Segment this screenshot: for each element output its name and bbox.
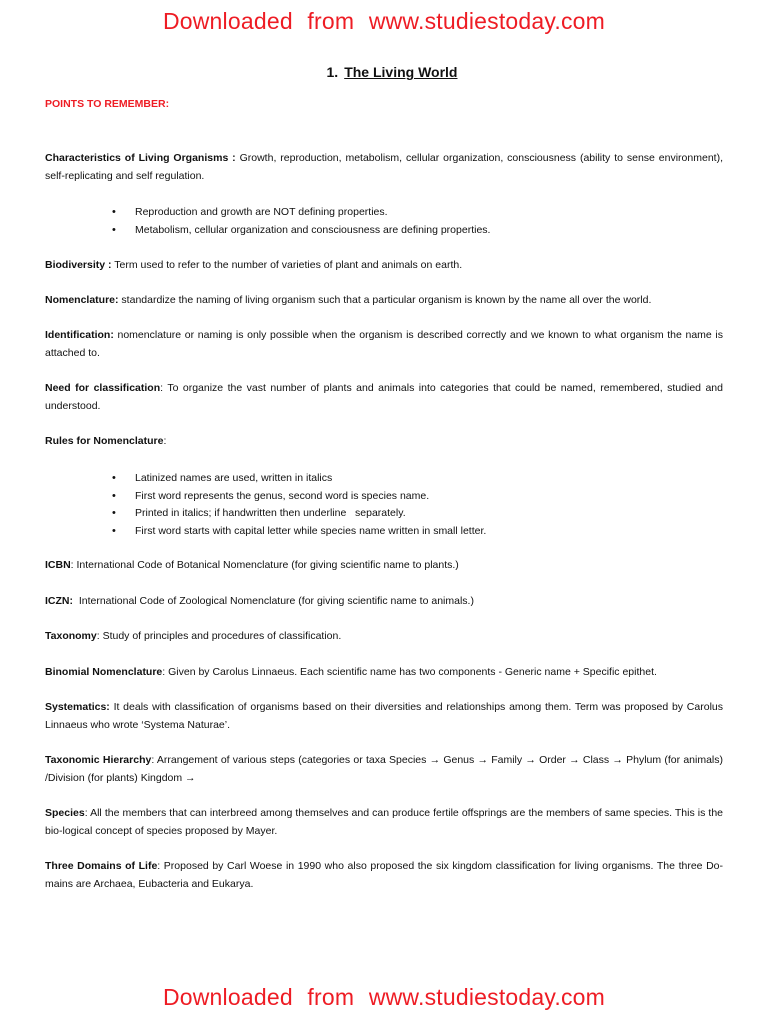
icbn-paragraph — [45, 557, 723, 575]
banner-word-downloaded: Downloaded — [162, 8, 293, 34]
text-icbn: : International Code of Botanical Nomenclature (for giving scientific name to plants.) — [70, 559, 459, 571]
term-iczn: ICZN: — [45, 595, 73, 607]
need-for-classification-paragraph — [45, 380, 723, 415]
nomenclature-paragraph — [45, 292, 723, 310]
term-nomenclature: Nomenclature: — [45, 294, 119, 306]
text-iczn: International Code of Zoological Nomenclature (for giving scientific name to animals.) — [73, 595, 474, 607]
binomial-nomenclature-paragraph — [45, 664, 723, 682]
term-taxonomic-hierarchy: Taxonomic Hierarchy — [45, 754, 152, 766]
characteristics-paragraph — [45, 150, 723, 185]
banner-word-from: from — [307, 8, 355, 34]
list-item: • Reproduction and growth are NOT defining properties. — [112, 204, 712, 222]
text-nomenclature: standardize the naming of living organism such that a particular organism is known by the name all over the world. — [118, 294, 652, 306]
text-characteristics: Growth, reproduction, metabolism, cellular organization, consciousness (ability to sense environment), self-replicating and self regulation. — [45, 152, 723, 182]
text-systematics: It deals with classification of organisms based on their diversities and relationships among them. Term was proposed by Carolus Linnaeus who wrote ‘Systema Naturae’. — [45, 701, 723, 731]
list-item: • First word represents the genus, second word is species name. — [112, 488, 712, 506]
text-rules-colon: : — [163, 435, 167, 447]
download-banner-bottom — [0, 984, 768, 1011]
term-rules-for-nomenclature: Rules for Nomenclature — [45, 435, 164, 447]
term-binomial-nomenclature: Binomial Nomenclature — [45, 666, 163, 678]
chapter-number: 1. — [326, 64, 339, 80]
banner-word-downloaded: Downloaded — [162, 984, 293, 1010]
list-item: • First word starts with capital letter while species name written in small letter. — [112, 523, 712, 541]
term-biodiversity: Biodiversity : — [45, 259, 112, 271]
biodiversity-paragraph — [45, 257, 723, 275]
term-need-for-classification: Need for classification — [45, 382, 161, 394]
taxonomic-hierarchy-paragraph — [45, 752, 723, 787]
points-heading: POINTS TO REMEMBER: — [45, 98, 170, 110]
list-item: • Latinized names are used, written in italics — [112, 470, 712, 488]
download-banner-top — [0, 8, 768, 35]
term-taxonomy: Taxonomy — [45, 630, 97, 642]
term-species: Species — [45, 807, 85, 819]
three-domains-paragraph — [45, 858, 723, 893]
list-item: • Metabolism, cellular organization and consciousness are defining properties. — [112, 222, 712, 240]
text-species: : All the members that can interbreed among themselves and can produce fertile offsprings are the members of same species. This is the bio-logical concept of species proposed by Mayer. — [45, 807, 723, 837]
characteristics-bullet-list — [112, 204, 712, 239]
banner-site-link[interactable]: www.studiestoday.com — [368, 984, 606, 1010]
text-taxonomy: : Study of principles and procedures of classification. — [96, 630, 342, 642]
text-taxonomic-hierarchy: : Arrangement of various steps (categories or taxa Species → Genus → Family → Order → Class → Phylum (for animals) /Division (for plants) Kingdom → — [45, 754, 723, 784]
term-characteristics: Characteristics of Living Organisms : — [45, 152, 236, 164]
systematics-paragraph — [45, 699, 723, 734]
text-identification: nomenclature or naming is only possible when the organism is described correctly and we known to what organism the name is attached to. — [45, 329, 723, 359]
list-item: • Printed in italics; if handwritten then underline separately. — [112, 505, 712, 523]
term-icbn: ICBN — [45, 559, 71, 571]
rules-bullet-list — [112, 470, 712, 540]
text-biodiversity: Term used to refer to the number of varieties of plant and animals on earth. — [111, 259, 463, 271]
banner-word-from: from — [307, 984, 355, 1010]
taxonomy-paragraph — [45, 628, 723, 646]
identification-paragraph — [45, 327, 723, 362]
chapter-title: The Living World — [344, 64, 458, 80]
term-identification: Identification: — [45, 329, 114, 341]
page-title — [0, 64, 768, 80]
text-need-for-classification: : To organize the vast number of plants and animals into categories that could be named, remembered, studied and understood. — [45, 382, 723, 412]
rules-heading-paragraph — [45, 433, 723, 451]
term-three-domains: Three Domains of Life — [45, 860, 158, 872]
banner-site-link[interactable]: www.studiestoday.com — [368, 8, 606, 34]
term-systematics: Systematics: — [45, 701, 110, 713]
text-binomial-nomenclature: : Given by Carolus Linnaeus. Each scientific name has two components - Generic name + Specific epithet. — [162, 666, 657, 678]
text-three-domains: : Proposed by Carl Woese in 1990 who also proposed the six kingdom classification for living organisms. The three Do-mains are Archaea, Eubacteria and Eukarya. — [45, 860, 724, 890]
species-paragraph — [45, 805, 723, 840]
iczn-paragraph — [45, 593, 723, 611]
